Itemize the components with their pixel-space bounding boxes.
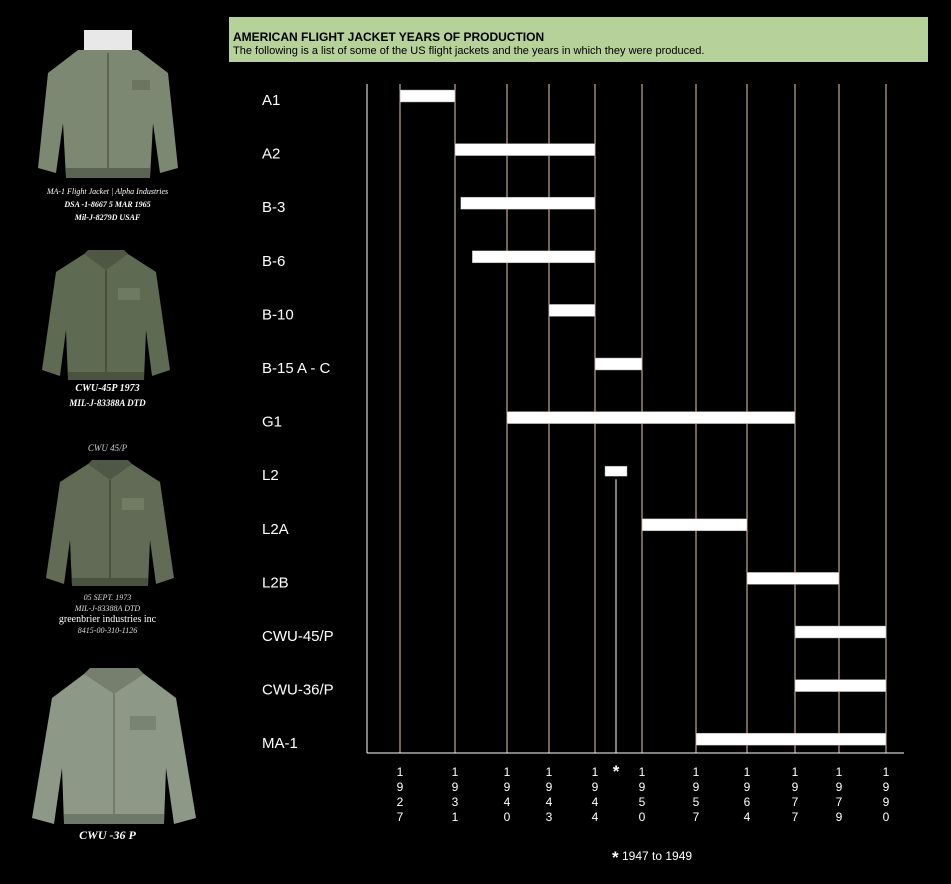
x-tick-label: 1 9 5 0 bbox=[638, 765, 646, 824]
asterisk-icon: * bbox=[612, 848, 619, 867]
photo-caption-line: Mil-J-8279D USAF bbox=[74, 213, 141, 222]
photo-caption-line: MIL-J-83388A DTD bbox=[69, 398, 146, 408]
category-label: B-15 A - C bbox=[262, 359, 331, 377]
bar bbox=[461, 197, 595, 209]
photo-caption-line: CWU 45/P bbox=[87, 443, 128, 453]
x-tick-label: 1 9 4 0 bbox=[503, 765, 511, 824]
photo-caption-line: MA-1 Flight Jacket | Alpha Industries bbox=[46, 187, 169, 196]
category-label: B-3 bbox=[262, 199, 286, 217]
bar bbox=[605, 466, 627, 476]
bar bbox=[795, 680, 886, 692]
photo-caption-line: MIL-J-83388A DTD bbox=[74, 604, 141, 613]
photo-caption-line: 05 SEPT. 1973 bbox=[83, 593, 132, 602]
bar bbox=[595, 358, 642, 370]
bar bbox=[507, 412, 795, 424]
photo-caption-line: CWU-45P 1973 bbox=[75, 383, 140, 394]
x-tick-label: 1 9 9 0 bbox=[882, 765, 890, 824]
bar bbox=[455, 144, 595, 156]
x-tick-label: 1 9 7 7 bbox=[791, 765, 799, 824]
category-label: L2B bbox=[262, 574, 289, 592]
category-label: B-6 bbox=[262, 252, 286, 270]
category-label: L2 bbox=[262, 467, 279, 485]
photo-caption-line: greenbrier industries inc bbox=[58, 614, 157, 625]
bar bbox=[747, 572, 839, 584]
x-tick-asterisk: * bbox=[612, 762, 620, 781]
photo-caption-line: 8415-00-310-1126 bbox=[77, 626, 138, 635]
category-label: CWU-36/P bbox=[262, 681, 334, 699]
page-subtitle: The following is a list of some of the US flight jackets and the years in which they were produced. bbox=[233, 45, 705, 57]
footnote-text: 1947 to 1949 bbox=[621, 849, 693, 863]
x-tick-label: 1 9 2 7 bbox=[396, 765, 404, 824]
bar bbox=[472, 251, 595, 263]
category-label: CWU-45/P bbox=[262, 627, 334, 645]
x-tick-label: 1 9 5 7 bbox=[692, 765, 700, 824]
category-label: A1 bbox=[262, 91, 281, 109]
photo-caption-line: DSA -1-8667 5 MAR 1965 bbox=[64, 200, 151, 209]
x-tick-label: 1 9 7 9 bbox=[835, 765, 843, 824]
x-tick-label: 1 9 3 1 bbox=[451, 765, 459, 824]
bar bbox=[549, 304, 595, 316]
photo-caption-line: CWU -36 P bbox=[79, 828, 136, 842]
category-label: G1 bbox=[262, 413, 283, 431]
bar bbox=[696, 733, 886, 745]
footnote bbox=[612, 848, 692, 868]
category-label: MA-1 bbox=[262, 735, 298, 753]
bar bbox=[642, 519, 747, 531]
category-label: A2 bbox=[262, 145, 281, 163]
x-tick-label: 1 9 4 3 bbox=[545, 765, 553, 824]
category-label: B-10 bbox=[262, 306, 294, 324]
page-title: AMERICAN FLIGHT JACKET YEARS OF PRODUCTION bbox=[233, 30, 545, 44]
x-tick-label: 1 9 4 4 bbox=[591, 765, 599, 824]
category-label: L2A bbox=[262, 520, 289, 538]
bar bbox=[795, 626, 886, 638]
bar bbox=[400, 90, 455, 102]
x-tick-label: 1 9 6 4 bbox=[743, 765, 751, 824]
